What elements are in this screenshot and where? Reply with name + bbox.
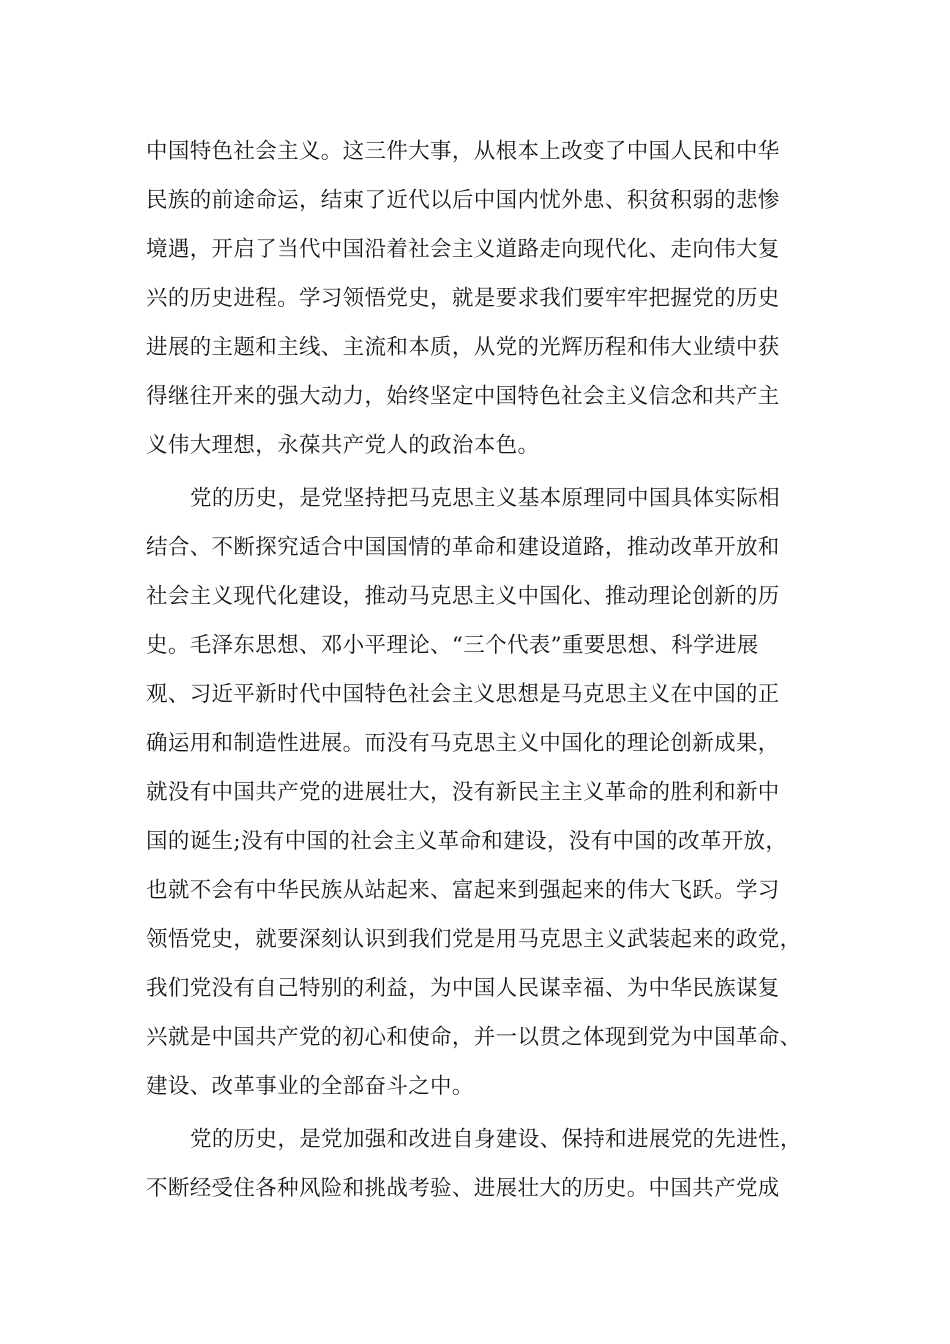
- text-line: 领悟党史，就要深刻认识到我们党是用马克思主义武装起来的政党，: [146, 927, 802, 952]
- paragraph-start-line: 党的历史，是党加强和改进自身建设、保持和进展党的先进性，: [190, 1127, 802, 1152]
- text-line: 结合、不断探究适合中国国情的革命和建设道路，推动改革开放和: [146, 535, 780, 560]
- text-line: 中国特色社会主义。这三件大事，从根本上改变了中国人民和中华: [146, 139, 780, 164]
- text-line: 社会主义现代化建设，推动马克思主义中国化、推动理论创新的历: [146, 584, 780, 609]
- text-line: 得继往开来的强大动力，始终坚定中国特色社会主义信念和共产主: [146, 384, 780, 409]
- text-line: 也就不会有中华民族从站起来、富起来到强起来的伟大飞跃。学习: [146, 878, 780, 903]
- text-line: 进展的主题和主线、主流和本质，从党的光辉历程和伟大业绩中获: [146, 335, 780, 360]
- text-line: 不断经受住各种风险和挑战考验、进展壮大的历史。中国共产党成: [146, 1176, 780, 1201]
- text-line: 观、习近平新时代中国特色社会主义思想是马克思主义在中国的正: [146, 682, 780, 707]
- text-line: 国的诞生;没有中国的社会主义革命和建设，没有中国的改革开放，: [146, 829, 788, 854]
- text-line: 史。毛泽东思想、邓小平理论、“三个代表”重要思想、科学进展: [146, 633, 759, 658]
- text-line: 建设、改革事业的全部奋斗之中。: [146, 1074, 474, 1099]
- text-line: 义伟大理想，永葆共产党人的政治本色。: [146, 433, 540, 458]
- text-line: 民族的前途命运，结束了近代以后中国内忧外患、积贫积弱的悲惨: [146, 188, 780, 213]
- text-line: 我们党没有自己特别的利益，为中国人民谋幸福、为中华民族谋复: [146, 976, 780, 1001]
- text-line: 兴的历史进程。学习领悟党史，就是要求我们要牢牢把握党的历史: [146, 286, 780, 311]
- text-line: 确运用和制造性进展。而没有马克思主义中国化的理论创新成果，: [146, 731, 780, 756]
- paragraph-start-line: 党的历史，是党坚持把马克思主义基本原理同中国具体实际相: [190, 486, 780, 511]
- text-line: 兴就是中国共产党的初心和使命，并一以贯之体现到党为中国革命、: [146, 1025, 802, 1050]
- text-line: 就没有中国共产党的进展壮大，没有新民主主义革命的胜利和新中: [146, 780, 780, 805]
- text-line: 境遇，开启了当代中国沿着社会主义道路走向现代化、走向伟大复: [146, 237, 780, 262]
